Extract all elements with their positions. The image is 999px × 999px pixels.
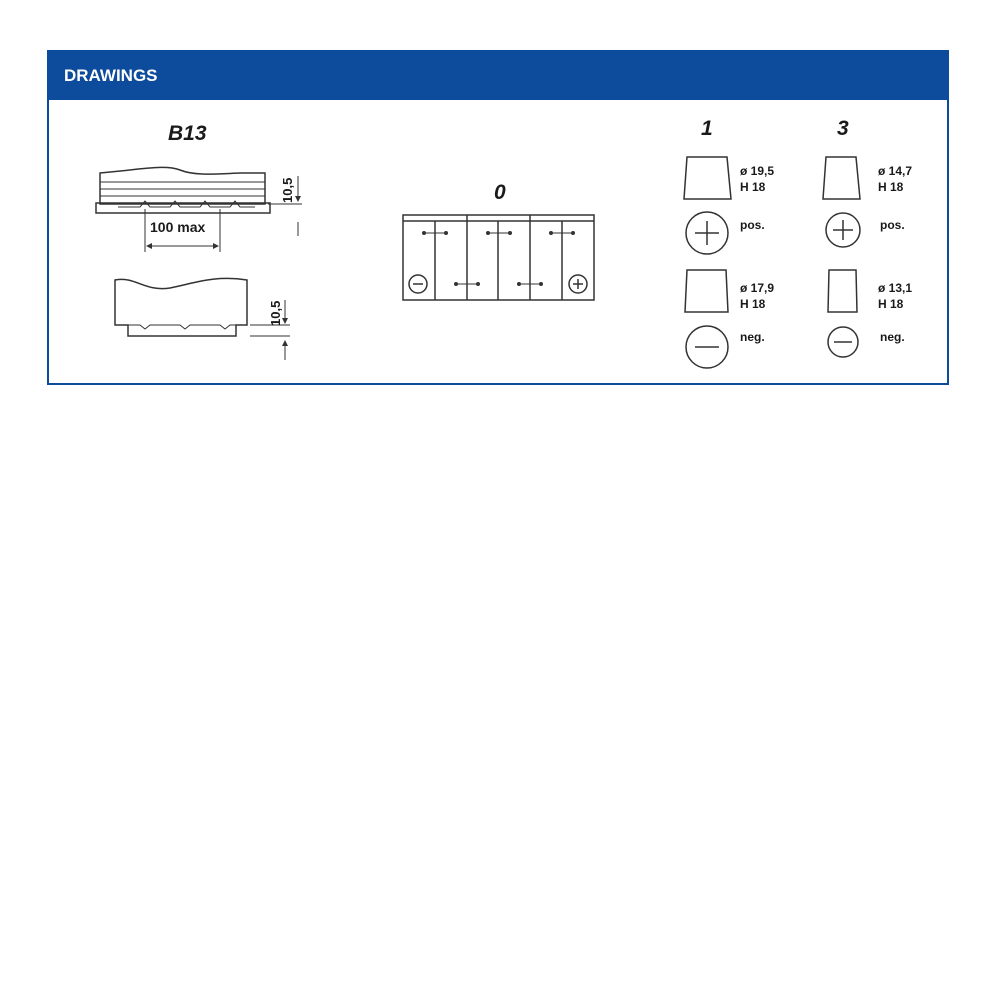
terminal3-pos-dia: ø 14,7 (878, 164, 913, 178)
terminal3-pos-h: H 18 (878, 180, 904, 194)
terminal3-neg-label: neg. (880, 330, 905, 344)
terminal3-drawing (823, 117, 912, 357)
terminal1-neg-h: H 18 (740, 297, 766, 311)
layout0-label: 0 (494, 181, 506, 204)
b13-height-dim-top: 10,5 (280, 177, 295, 203)
b13-side-view (115, 278, 290, 360)
b13-label: B13 (168, 122, 207, 145)
minus-circle-icon (828, 327, 858, 357)
minus-circle-icon (409, 275, 427, 293)
b13-drawing (96, 122, 302, 360)
terminal1-label: 1 (701, 117, 713, 140)
terminal3-neg-h: H 18 (878, 297, 904, 311)
terminal1-pos-label: pos. (740, 218, 765, 232)
terminal1-neg-post (685, 270, 728, 312)
terminal1-pos-dia: ø 19,5 (740, 164, 775, 178)
terminal3-neg-post (828, 270, 857, 312)
terminal1-pos-h: H 18 (740, 180, 766, 194)
terminal1-neg-label: neg. (740, 330, 765, 344)
plus-circle-icon (569, 275, 587, 293)
terminal3-label: 3 (837, 117, 849, 140)
b13-width-dim: 100 max (150, 219, 206, 235)
terminal1-drawing (684, 117, 774, 368)
panel-title: DRAWINGS (64, 66, 158, 85)
plus-circle-icon (826, 213, 860, 247)
b13-height-dim-bottom: 10,5 (268, 300, 283, 326)
minus-circle-icon (686, 326, 728, 368)
layout0-drawing (403, 181, 594, 300)
plus-circle-icon (686, 212, 728, 254)
terminal3-pos-label: pos. (880, 218, 905, 232)
b13-top-view (96, 167, 302, 252)
terminal1-neg-dia: ø 17,9 (740, 281, 775, 295)
terminal3-neg-dia: ø 13,1 (878, 281, 913, 295)
terminal3-pos-post (823, 157, 860, 199)
terminal1-pos-post (684, 157, 731, 199)
